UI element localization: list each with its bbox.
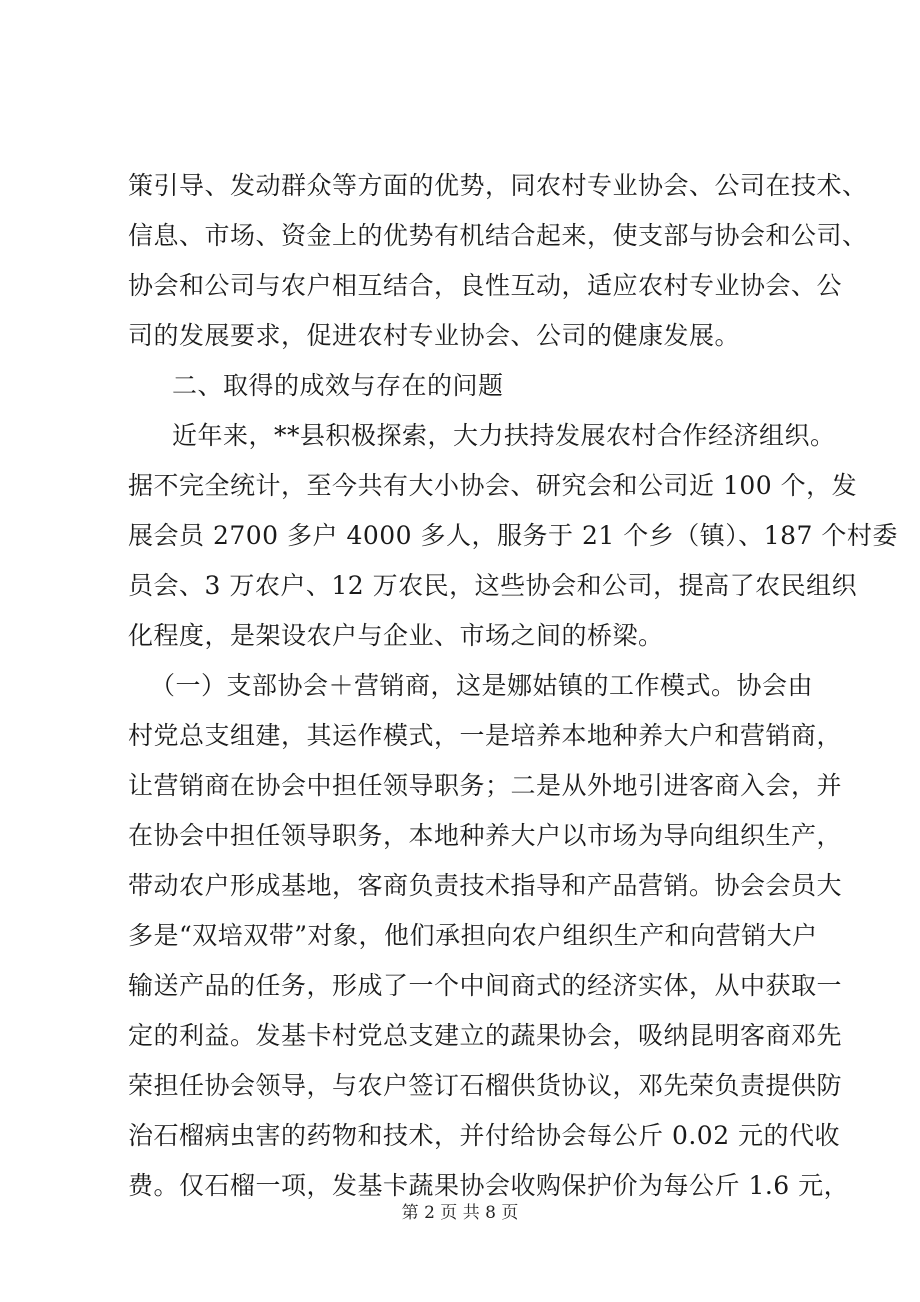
page-footer: 第 2 页 共 8 页 (401, 1203, 519, 1223)
text-line: 化程度，是架设农户与企业、市场之间的桥梁。 (128, 621, 664, 650)
text-line: 策引导、发动群众等方面的优势，同农村专业协会、公司在技术、 (128, 171, 868, 200)
text-line: 输送产品的任务，形成了一个中间商式的经济实体，从中获取一 (128, 971, 843, 1000)
text-line: 近年来，**县积极探索，大力扶持发展农村合作经济组织。 (172, 421, 836, 450)
text-line: 村党总支组建，其运作模式，一是培养本地种养大户和营销商， (128, 721, 843, 750)
text-line: 治石榴病虫害的药物和技术，并付给协会每公斤 0.02 元的代收 (128, 1121, 841, 1150)
text-line: 据不完全统计，至今共有大小协会、研究会和公司近 100 个，发 (128, 471, 858, 500)
text-line: 定的利益。发基卡村党总支建立的蔬果协会，吸纳昆明客商邓先 (128, 1021, 843, 1050)
text-line: 在协会中担任领导职务，本地种养大户以市场为导向组织生产， (128, 821, 843, 850)
text-line: 带动农户形成基地，客商负责技术指导和产品营销。协会会员大 (128, 871, 843, 900)
text-line: 让营销商在协会中担任领导职务；二是从外地引进客商入会，并 (128, 771, 843, 800)
section-heading: 二、取得的成效与存在的问题 (172, 371, 504, 400)
text-line: 司的发展要求，促进农村专业协会、公司的健康发展。 (128, 321, 741, 350)
text-line: 多是“双培双带”对象，他们承担向农户组织生产和向营销大户 (128, 921, 818, 950)
text-line: 协会和公司与农户相互结合，良性互动，适应农村专业协会、公 (128, 271, 843, 300)
text-line: 信息、市场、资金上的优势有机结合起来，使支部与协会和公司、 (128, 221, 868, 250)
text-line: 展会员 2700 多户 4000 多人，服务于 21 个乡（镇）、187 个村委 (128, 521, 898, 550)
text-line: 员会、3 万农户、12 万农民，这些协会和公司，提高了农民组织 (128, 571, 858, 600)
text-line: 费。仅石榴一项，发基卡蔬果协会收购保护价为每公斤 1.6 元， (128, 1171, 850, 1200)
text-line: （一）支部协会＋营销商，这是娜姑镇的工作模式。协会由 (150, 671, 814, 700)
text-line: 荣担任协会领导，与农户签订石榴供货协议，邓先荣负责提供防 (128, 1071, 843, 1100)
